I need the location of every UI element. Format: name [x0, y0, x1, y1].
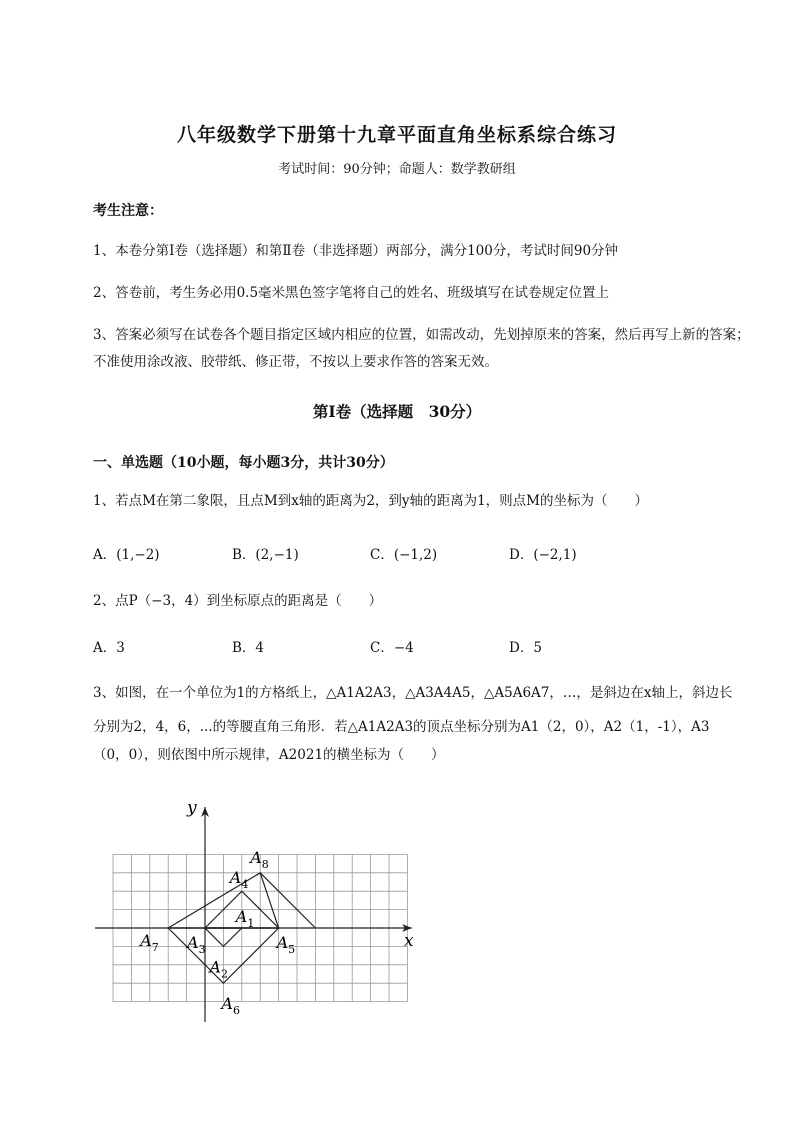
- x-axis-label: x: [404, 931, 414, 951]
- question-1-option-c[interactable]: C．(−1,2): [370, 547, 438, 563]
- question-2-option-c[interactable]: C．−4: [370, 640, 414, 656]
- question-1-option-a[interactable]: A．(1,−2): [93, 547, 160, 563]
- question-3-stem-line-1: 3、如图，在一个单位为1的方格纸上，△A1A2A3，△A3A4A5，△A5A6A7，…，是斜边在x轴上，斜边长: [93, 685, 733, 701]
- question-1-option-b[interactable]: B．(2,−1): [232, 547, 299, 563]
- point-label-a6: $A_6$: [221, 994, 240, 1018]
- notice-item-2: 2、答卷前，考生务必用0.5毫米黑色签字笔将自己的姓名、班级填写在试卷规定位置上: [93, 285, 610, 301]
- notice-item-3: 3、答案必须写在试卷各个题目指定区域内相应的位置，如需改动，先划掉原来的答案，然后再写上新的答案；不准使用涂改液、胶带纸、修正带，不按以上要求作答的答案无效。: [93, 327, 750, 370]
- point-label-a3: $A_3$: [187, 933, 206, 956]
- question-2-option-b[interactable]: B．4: [232, 640, 265, 656]
- page-title: 八年级数学下册第十九章平面直角坐标系综合练习: [176, 124, 617, 146]
- figure-labels: [138, 848, 295, 1017]
- part-heading: 一、单选题（10小题，每小题3分，共计30分）: [93, 455, 394, 471]
- point-label-a4: $A_4$: [229, 868, 249, 892]
- point-label-a1: $A_1$: [235, 907, 255, 930]
- notice-heading: 考生注意：: [93, 203, 163, 219]
- question-3-stem-line-2: 分别为2，4，6，...的等腰直角三角形．若△A1A2A3的顶点坐标分别为A1（2，0），A2（1，-1），A3: [93, 719, 710, 735]
- question-2-option-a[interactable]: A．3: [93, 640, 125, 656]
- notice-item-1: 1、本卷分第Ⅰ卷（选择题）和第Ⅱ卷（非选择题）两部分，满分100分，考试时间90分钟: [93, 243, 619, 259]
- point-label-a8: $A_8$: [250, 847, 269, 871]
- question-2-option-d[interactable]: D．5: [509, 640, 542, 656]
- edge-a8-right: [260, 873, 315, 928]
- question-2-stem: 2、点P（−3，4）到坐标原点的距离是（ ）: [93, 593, 383, 609]
- point-label-a7: $A_7$: [140, 931, 159, 954]
- question-1-option-d[interactable]: D．(−2,1): [509, 547, 577, 563]
- section-title: 第Ⅰ卷（选择题 30分）: [312, 402, 482, 421]
- question-3-stem-line-3: （0，0），则依图中所示规律，A2021的横坐标为（ ）: [93, 747, 445, 763]
- question-1-stem: 1、若点M在第二象限，且点M到x轴的距离为2，到y轴的距离为1，则点M的坐标为（ ）: [93, 493, 648, 509]
- point-label-a5: $A_5$: [276, 933, 296, 956]
- coordinate-figure: [80, 785, 440, 1045]
- exam-subtitle: 考试时间：90分钟；命题人：数学教研组: [278, 162, 516, 177]
- y-axis-label: y: [187, 798, 197, 818]
- point-label-a2: $A_2$: [209, 957, 228, 981]
